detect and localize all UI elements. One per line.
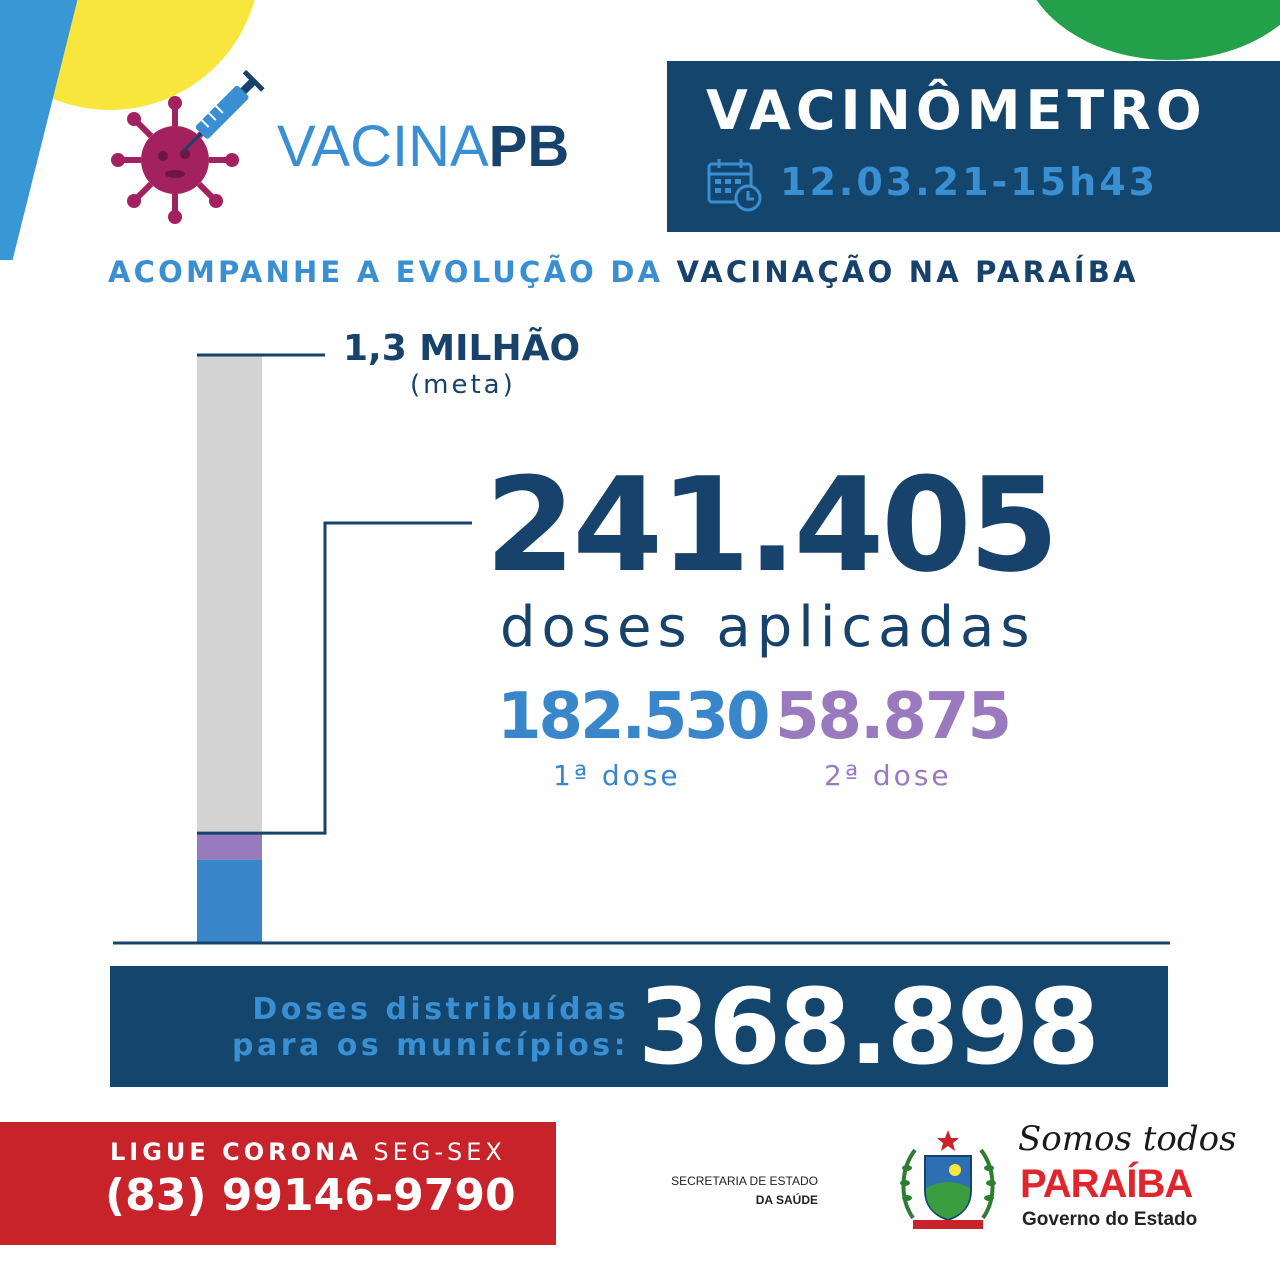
distribution-value: 368.898 [638, 966, 1098, 1088]
logo-prefix: VACINA [277, 114, 489, 179]
update-datetime: 12.03.21-15h43 [780, 160, 1159, 204]
paraiba-coat-of-arms-icon [895, 1128, 1001, 1234]
distribution-label [232, 992, 629, 1064]
subtitle-part2: VACINAÇÃO NA PARAÍBA [676, 255, 1139, 289]
logo-suffix: PB [488, 114, 570, 179]
progress-bar-second-dose [197, 833, 262, 860]
hotline-label [110, 1140, 506, 1164]
page-title: VACINÔMETRO [706, 79, 1207, 142]
secretaria-label [640, 1172, 818, 1210]
subtitle-part1: ACOMPANHE A EVOLUÇÃO DA [108, 255, 677, 289]
distribution-label-line1: Doses distribuídas [252, 992, 630, 1027]
goal-value: 1,3 MILHÃO [343, 328, 581, 369]
hotline-label-light: SEG-SEX [361, 1138, 506, 1166]
second-dose-label: 2ª dose [824, 759, 952, 792]
hotline-phone[interactable]: (83) 99146-9790 [105, 1170, 516, 1221]
first-dose-value: 182.530 [497, 680, 768, 754]
total-doses-label: doses aplicadas [500, 595, 1036, 660]
goal-label: (meta) [410, 370, 516, 400]
slogan: Somos todos [1018, 1119, 1237, 1159]
state-name: PARAÍBA [1020, 1162, 1193, 1206]
distribution-label-line2: para os municípios: [232, 1028, 630, 1063]
hotline-label-bold: LIGUE CORONA [110, 1138, 362, 1166]
second-dose-value: 58.875 [775, 680, 1010, 754]
progress-bar-first-dose [197, 860, 262, 942]
total-doses-value: 241.405 [485, 449, 1057, 601]
first-dose-label: 1ª dose [553, 759, 681, 792]
secretaria-line2: DA SAÚDE [755, 1193, 818, 1208]
government-label: Governo do Estado [1022, 1209, 1198, 1230]
secretaria-line1: SECRETARIA DE ESTADO [671, 1174, 818, 1188]
